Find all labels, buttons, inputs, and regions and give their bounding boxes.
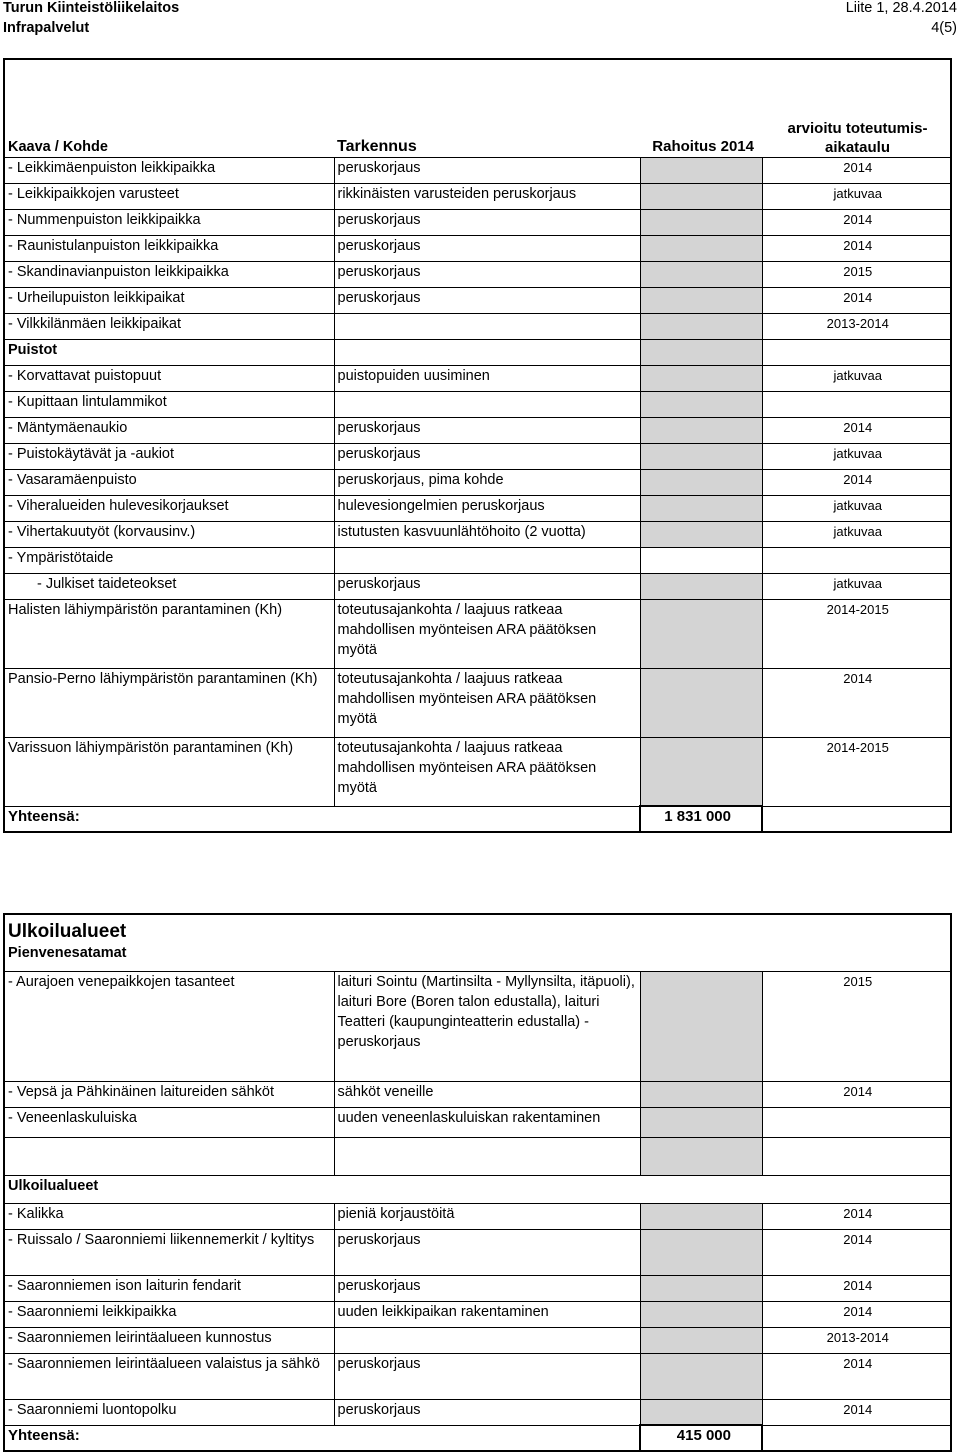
cell-aikataulu: 2014 xyxy=(762,1275,951,1301)
cell-tarkennus: peruskorjaus xyxy=(334,261,640,287)
table-row xyxy=(4,183,951,209)
table-row xyxy=(4,1081,951,1107)
cell-tarkennus: pieniä korjaustöitä xyxy=(334,1203,640,1229)
cell-kohde: - Saaronniemi leikkipaikka xyxy=(4,1301,334,1327)
col-header-tarkennus: Tarkennus xyxy=(334,59,640,157)
cell-rahoitus xyxy=(640,313,762,339)
cell-rahoitus xyxy=(640,443,762,469)
unit-name: Infrapalvelut xyxy=(3,20,90,36)
cell-tarkennus: peruskorjaus xyxy=(334,443,640,469)
cell-aikataulu: 2014 xyxy=(762,235,951,261)
cell-tarkennus: istutusten kasvuunlähtöhoito (2 vuotta) xyxy=(334,521,640,547)
table-row xyxy=(4,573,951,599)
cell-kohde: Puistot xyxy=(4,339,334,365)
cell-aikataulu xyxy=(762,339,951,365)
cell-aikataulu: 2014 xyxy=(762,287,951,313)
cell-aikataulu: 2014 xyxy=(762,1229,951,1275)
cell-kohde: Varissuon lähiympäristön parantaminen (Kh) xyxy=(4,737,334,806)
cell-kohde: - Kupittaan lintulammikot xyxy=(4,391,334,417)
cell-rahoitus xyxy=(640,547,762,573)
cell-rahoitus xyxy=(640,391,762,417)
table-row xyxy=(4,547,951,573)
cell-tarkennus: peruskorjaus xyxy=(334,209,640,235)
cell-kohde: - Julkiset taideteokset xyxy=(4,573,334,599)
cell-tarkennus: laituri Sointu (Martinsilta - Myllynsilta, itäpuoli), laituri Bore (Boren talon edustalla), laituri Teatteri (kaupunginteatterin edustalla) - peruskorjaus xyxy=(334,971,640,1081)
cell-tarkennus: puistopuiden uusiminen xyxy=(334,365,640,391)
table-row xyxy=(4,1275,951,1301)
table-row xyxy=(4,391,951,417)
section-heading-cell: Pienvenesatamat xyxy=(4,943,951,971)
cell-rahoitus xyxy=(640,668,762,737)
cell-aikataulu xyxy=(762,547,951,573)
cell-kohde: - Puistokäytävät ja -aukiot xyxy=(4,443,334,469)
cell-kohde: - Urheilupuiston leikkipaikat xyxy=(4,287,334,313)
spacer-cell xyxy=(762,1137,951,1175)
cell-rahoitus xyxy=(640,1203,762,1229)
cell-rahoitus xyxy=(640,1229,762,1275)
cell-kohde: - Veneenlaskuluiska xyxy=(4,1107,334,1137)
cell-kohde: - Mäntymäenaukio xyxy=(4,417,334,443)
cell-tarkennus: peruskorjaus xyxy=(334,157,640,183)
cell-aikataulu: jatkuvaa xyxy=(762,443,951,469)
table-row xyxy=(4,235,951,261)
cell-tarkennus: peruskorjaus xyxy=(334,573,640,599)
cell-aikataulu: 2014 xyxy=(762,1081,951,1107)
cell-tarkennus xyxy=(334,313,640,339)
cell-kohde: Halisten lähiympäristön parantaminen (Kh) xyxy=(4,599,334,668)
cell-kohde: - Saaronniemen ison laiturin fendarit xyxy=(4,1275,334,1301)
cell-kohde: - Leikkipaikkojen varusteet xyxy=(4,183,334,209)
table-row xyxy=(4,365,951,391)
cell-kohde: - Vepsä ja Pähkinäinen laitureiden sähköt xyxy=(4,1081,334,1107)
cell-rahoitus xyxy=(640,339,762,365)
cell-rahoitus xyxy=(640,157,762,183)
investment-table-1 xyxy=(3,58,952,833)
cell-rahoitus xyxy=(640,521,762,547)
cell-aikataulu: jatkuvaa xyxy=(762,183,951,209)
spacer-cell xyxy=(334,1137,640,1175)
col-header-rahoitus: Rahoitus 2014 xyxy=(640,59,762,157)
cell-aikataulu: 2014 xyxy=(762,1399,951,1425)
cell-kohde: - Aurajoen venepaikkojen tasanteet xyxy=(4,971,334,1081)
cell-tarkennus: peruskorjaus xyxy=(334,1353,640,1399)
cell-rahoitus xyxy=(640,573,762,599)
cell-kohde: - Vilkkilänmäen leikkipaikat xyxy=(4,313,334,339)
cell-aikataulu: 2015 xyxy=(762,261,951,287)
section-heading-cell: Ulkoilualueet xyxy=(4,1175,951,1203)
section-title-cell: Ulkoilualueet xyxy=(8,921,127,942)
org-name: Turun Kiinteistöliikelaitos xyxy=(3,0,180,16)
cell-tarkennus: toteutusajankohta / laajuus ratkeaa mahdollisen myönteisen ARA päätöksen myötä xyxy=(334,737,640,806)
cell-kohde: - Leikkimäenpuiston leikkipaikka xyxy=(4,157,334,183)
total-label: Yhteensä: xyxy=(8,1426,80,1444)
cell-rahoitus xyxy=(640,287,762,313)
table-row xyxy=(4,737,951,806)
table-row xyxy=(4,417,951,443)
cell-kohde: - Raunistulanpuiston leikkipaikka xyxy=(4,235,334,261)
cell-kohde: - Ruissalo / Saaronniemi liikennemerkit / kyltitys xyxy=(4,1229,334,1275)
cell-rahoitus xyxy=(640,1399,762,1425)
section-heading xyxy=(4,1175,951,1203)
table-row xyxy=(4,443,951,469)
table-row xyxy=(4,1399,951,1425)
table-row xyxy=(4,1107,951,1137)
cell-kohde: - Ympäristötaide xyxy=(4,547,334,573)
table-row xyxy=(4,1229,951,1275)
total-value: 415 000 xyxy=(640,1425,762,1451)
cell-tarkennus: rikkinäisten varusteiden peruskorjaus xyxy=(334,183,640,209)
total-value: 1 831 000 xyxy=(640,806,762,832)
cell-aikataulu xyxy=(762,391,951,417)
cell-tarkennus xyxy=(334,339,640,365)
cell-rahoitus xyxy=(640,261,762,287)
cell-rahoitus xyxy=(640,1081,762,1107)
section-heading xyxy=(4,943,951,971)
cell-tarkennus: peruskorjaus xyxy=(334,1399,640,1425)
table-row xyxy=(4,157,951,183)
cell-kohde: - Saaronniemen leirintäalueen valaistus ja sähkö xyxy=(4,1353,334,1399)
table-row xyxy=(4,313,951,339)
cell-aikataulu xyxy=(762,1107,951,1137)
cell-kohde: - Skandinavianpuiston leikkipaikka xyxy=(4,261,334,287)
appendix-label: Liite 1, 28.4.2014 xyxy=(845,0,957,16)
col-header-kohde: Kaava / Kohde xyxy=(4,59,334,157)
cell-rahoitus xyxy=(640,365,762,391)
cell-aikataulu: jatkuvaa xyxy=(762,495,951,521)
spacer-cell xyxy=(640,1137,762,1175)
cell-kohde: Pansio-Perno lähiympäristön parantaminen (Kh) xyxy=(4,668,334,737)
table-row xyxy=(4,521,951,547)
cell-rahoitus xyxy=(640,971,762,1081)
cell-rahoitus xyxy=(640,599,762,668)
cell-aikataulu: 2014 xyxy=(762,469,951,495)
cell-tarkennus: hulevesiongelmien peruskorjaus xyxy=(334,495,640,521)
table-row xyxy=(4,339,951,365)
cell-rahoitus xyxy=(640,417,762,443)
cell-tarkennus: peruskorjaus xyxy=(334,235,640,261)
cell-kohde: - Vasaramäenpuisto xyxy=(4,469,334,495)
cell-aikataulu: jatkuvaa xyxy=(762,365,951,391)
investment-table-2 xyxy=(3,913,952,1452)
total-label: Yhteensä: xyxy=(8,807,80,825)
table-row xyxy=(4,1301,951,1327)
cell-tarkennus: peruskorjaus xyxy=(334,287,640,313)
total-row xyxy=(4,1425,951,1451)
cell-kohde: - Nummenpuiston leikkipaikka xyxy=(4,209,334,235)
cell-rahoitus xyxy=(640,235,762,261)
cell-rahoitus xyxy=(640,469,762,495)
cell-aikataulu: jatkuvaa xyxy=(762,573,951,599)
cell-tarkennus xyxy=(334,391,640,417)
cell-tarkennus: uuden veneenlaskuluiskan rakentaminen xyxy=(334,1107,640,1137)
cell-kohde: - Saaronniemi luontopolku xyxy=(4,1399,334,1425)
cell-kohde: - Viheralueiden hulevesikorjaukset xyxy=(4,495,334,521)
cell-aikataulu: 2014 xyxy=(762,1301,951,1327)
spacer-row xyxy=(4,1137,951,1175)
table-row xyxy=(4,261,951,287)
table-row xyxy=(4,971,951,1081)
table-row xyxy=(4,287,951,313)
cell-rahoitus xyxy=(640,1327,762,1353)
spacer-cell xyxy=(4,1137,334,1175)
table-row xyxy=(4,469,951,495)
page-number: 4(5) xyxy=(931,20,957,36)
cell-aikataulu: 2014 xyxy=(762,157,951,183)
cell-aikataulu: 2014 xyxy=(762,209,951,235)
table-row xyxy=(4,495,951,521)
cell-kohde: - Kalikka xyxy=(4,1203,334,1229)
cell-rahoitus xyxy=(640,1301,762,1327)
cell-kohde: - Korvattavat puistopuut xyxy=(4,365,334,391)
cell-aikataulu: 2014 xyxy=(762,417,951,443)
cell-tarkennus: peruskorjaus, pima kohde xyxy=(334,469,640,495)
table-row xyxy=(4,209,951,235)
cell-tarkennus: sähköt veneille xyxy=(334,1081,640,1107)
cell-rahoitus xyxy=(640,1107,762,1137)
total-blank xyxy=(762,806,951,832)
cell-tarkennus xyxy=(334,547,640,573)
table-row xyxy=(4,1327,951,1353)
cell-aikataulu: 2013-2014 xyxy=(762,313,951,339)
cell-rahoitus xyxy=(640,495,762,521)
col-header-aikataulu: arvioitu toteutumis-aikataulu xyxy=(762,59,951,157)
cell-aikataulu: 2014-2015 xyxy=(762,737,951,806)
cell-tarkennus: peruskorjaus xyxy=(334,417,640,443)
cell-tarkennus: toteutusajankohta / laajuus ratkeaa mahdollisen myönteisen ARA päätöksen myötä xyxy=(334,668,640,737)
total-row xyxy=(4,806,951,832)
table-row xyxy=(4,668,951,737)
cell-aikataulu: 2013-2014 xyxy=(762,1327,951,1353)
cell-tarkennus: uuden leikkipaikan rakentaminen xyxy=(334,1301,640,1327)
cell-kohde: - Vihertakuutyöt (korvausinv.) xyxy=(4,521,334,547)
total-blank xyxy=(762,1425,951,1451)
cell-kohde: - Saaronniemen leirintäalueen kunnostus xyxy=(4,1327,334,1353)
cell-rahoitus xyxy=(640,183,762,209)
cell-aikataulu: jatkuvaa xyxy=(762,521,951,547)
cell-rahoitus xyxy=(640,1353,762,1399)
table-header-row xyxy=(4,59,951,157)
cell-tarkennus: peruskorjaus xyxy=(334,1275,640,1301)
cell-aikataulu: 2015 xyxy=(762,971,951,1081)
cell-aikataulu: 2014 xyxy=(762,1353,951,1399)
cell-rahoitus xyxy=(640,209,762,235)
cell-aikataulu: 2014 xyxy=(762,668,951,737)
cell-rahoitus xyxy=(640,1275,762,1301)
cell-aikataulu: 2014-2015 xyxy=(762,599,951,668)
cell-aikataulu: 2014 xyxy=(762,1203,951,1229)
cell-tarkennus: toteutusajankohta / laajuus ratkeaa mahdollisen myönteisen ARA päätöksen myötä xyxy=(334,599,640,668)
section-title xyxy=(4,914,951,943)
cell-rahoitus xyxy=(640,737,762,806)
cell-tarkennus xyxy=(334,1327,640,1353)
cell-tarkennus: peruskorjaus xyxy=(334,1229,640,1275)
table-row xyxy=(4,599,951,668)
table-row xyxy=(4,1203,951,1229)
table-row xyxy=(4,1353,951,1399)
